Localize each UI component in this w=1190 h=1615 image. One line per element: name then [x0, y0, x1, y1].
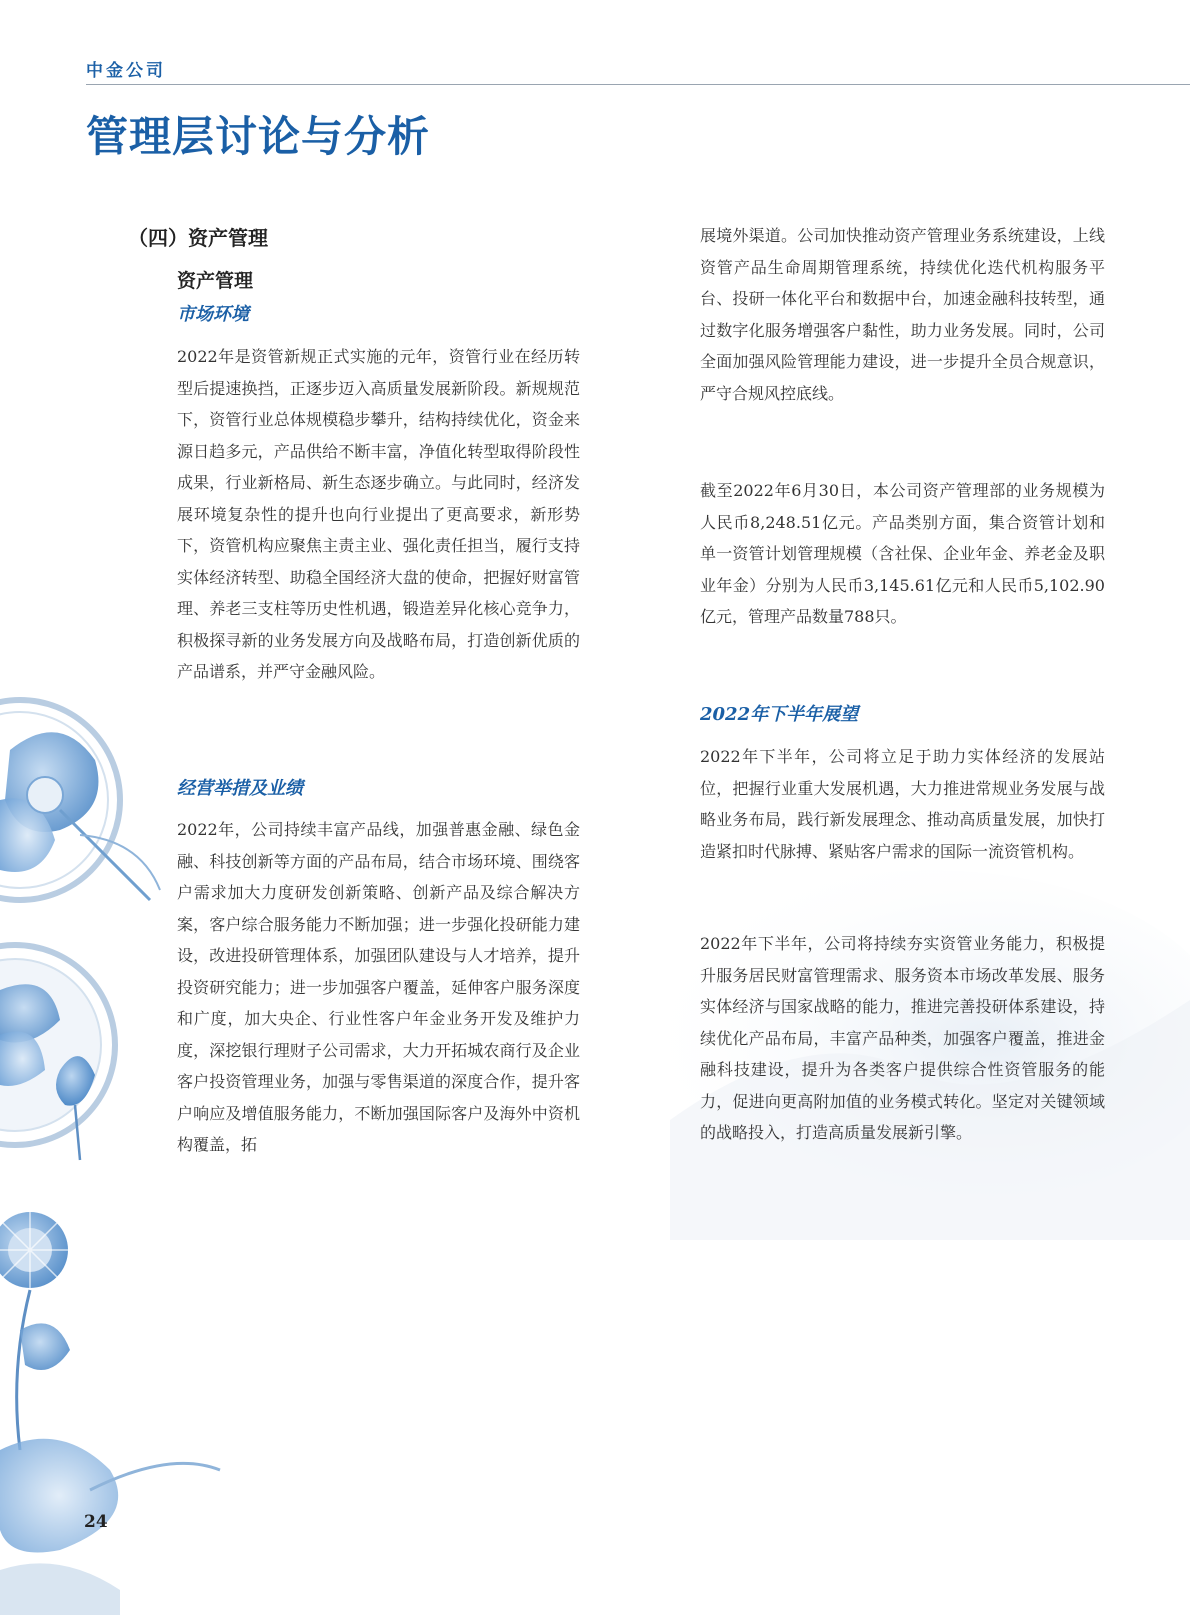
operations-title: 经营举措及业绩: [177, 778, 303, 799]
business-scale-paragraph: 截至2022年6月30日，本公司资产管理部的业务规模为人民币8,248.51亿元。产品类别方面，集合资管计划和单一资管计划管理规模（含社保、企业年金、养老金及职业年金）分别为人民币3,145.61亿元和人民币5,102.90亿元，管理产品数量788只。: [700, 481, 1105, 626]
page-title: 管理层讨论与分析: [86, 112, 431, 161]
outlook-paragraph-1: 2022年下半年，公司将立足于助力实体经济的发展站位，把握行业重大发展机遇，大力推进常规业务发展与战略业务布局，践行新发展理念、推动高质量发展，加快打造紧扣时代脉搏、紧贴客户需求的国际一流资管机构。: [700, 747, 1105, 861]
page-number: 24: [84, 1512, 108, 1532]
market-environment-title: 市场环境: [177, 304, 249, 325]
outlook-paragraph-2: 2022年下半年，公司将持续夯实资管业务能力，积极提升服务居民财富管理需求、服务资本市场改革发展、服务实体经济与国家战略的能力，推进完善投研体系建设，持续优化产品布局，丰富产品种类，加强客户覆盖，推进金融科技建设，提升为各类客户提供综合性资管服务的能力，促进向更高附加值的业务模式转化。坚定对关键领域的战略投入，打造高质量发展新引擎。: [700, 934, 1105, 1142]
header-company-name: 中金公司: [86, 61, 166, 81]
operations-paragraph-continued: 展境外渠道。公司加快推动资产管理业务系统建设，上线资管产品生命周期管理系统，持续优化迭代机构服务平台、投研一体化平台和数据中台，加速金融科技转型，通过数字化服务增强客户黏性，助力业务发展。同时，公司全面加强风险管理能力建设，进一步提升全员合规意识，严守合规风控底线。: [700, 226, 1105, 403]
market-environment-paragraph: 2022年是资管新规正式实施的元年，资管行业在经历转型后提速换挡，正逐步迈入高质量发展新阶段。新规规范下，资管行业总体规模稳步攀升，结构持续优化，资金来源日趋多元，产品供给不断丰富，净值化转型取得阶段性成果，行业新格局、新生态逐步确立。与此同时，经济发展环境复杂性的提升也向行业提出了更高要求，新形势下，资管机构应聚焦主责主业、强化责任担当，履行支持实体经济转型、助稳全国经济大盘的使命，把握好财富管理、养老三支柱等历史性机遇，锻造差异化核心竞争力，积极探寻新的业务发展方向及战略布局，打造创新优质的产品谱系，并严守金融风险。: [177, 347, 580, 681]
outlook-title: 2022年下半年展望: [700, 704, 859, 725]
section-heading: （四）资产管理: [128, 226, 268, 250]
header-divider: [86, 84, 1190, 85]
section-subheading: 资产管理: [177, 270, 254, 292]
operations-paragraph: 2022年，公司持续丰富产品线，加强普惠金融、绿色金融、科技创新等方面的产品布局，结合市场环境、围绕客户需求加大力度研发创新策略、创新产品及综合解决方案，客户综合服务能力不断加强；进一步强化投研能力建设，改进投研管理体系，加强团队建设与人才培养，提升投资研究能力；进一步加强客户覆盖，延伸客户服务深度和广度，加大央企、行业性客户年金业务开发及维护力度，深挖银行理财子公司需求，大力开拓城农商行及企业客户投资管理业务，加强与零售渠道的深度合作，提升客户响应及增值服务能力，不断加强国际客户及海外中资机构覆盖，拓: [177, 820, 580, 1154]
